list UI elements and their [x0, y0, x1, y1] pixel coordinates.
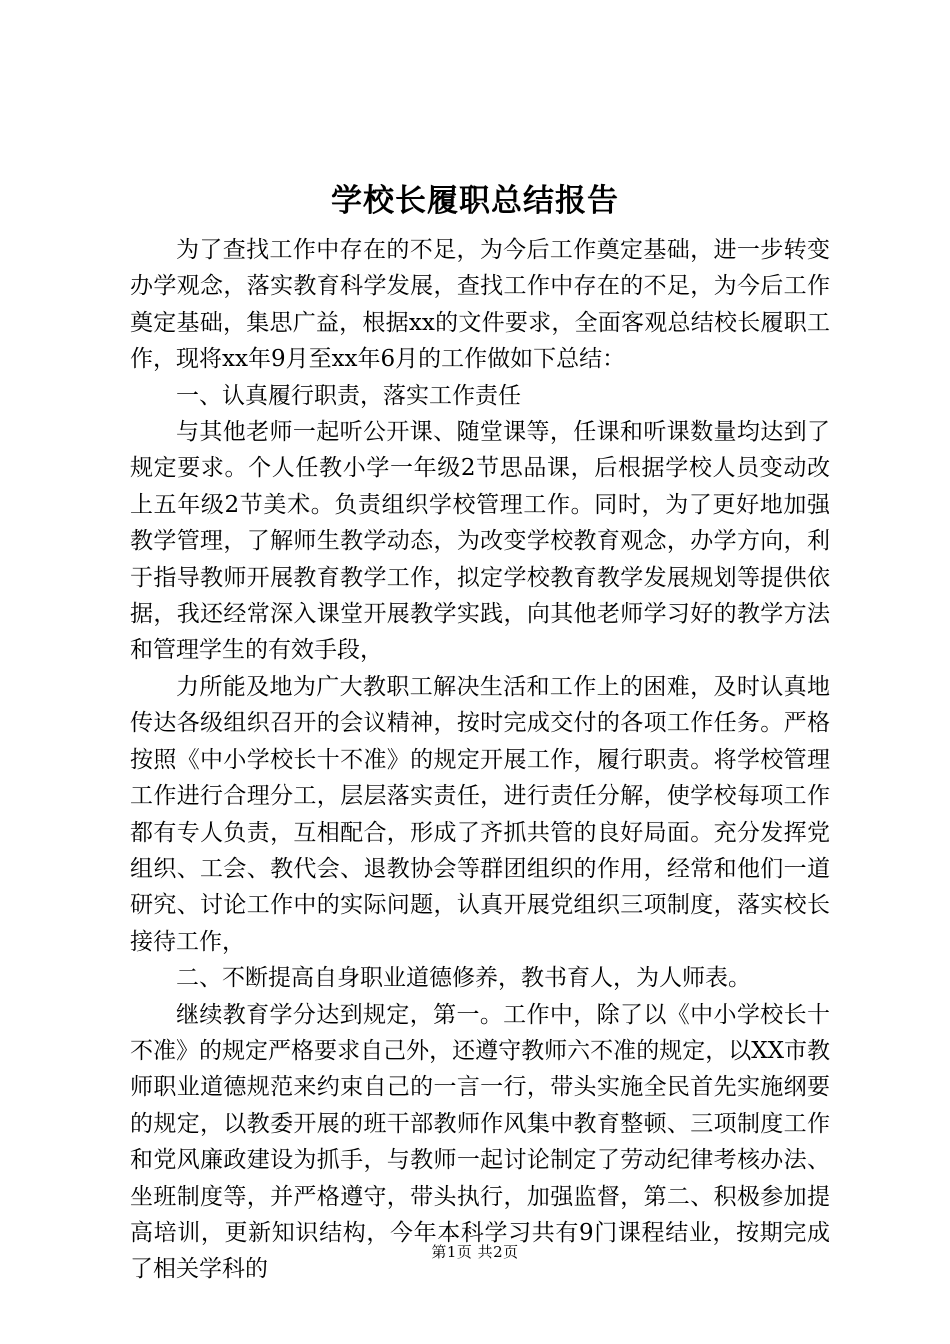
section-heading-2: 二、不断提高自身职业道德修养，教书育人，为人师表。: [176, 965, 751, 992]
document-title: 学校长履职总结报告: [331, 183, 619, 219]
paragraph-intro: 为了查找工作中存在的不足，为今后工作奠定基础，进一步转变办学观念，落实教育科学发展，查找工作中存在的不足，为今后工作奠定基础，集思广益，根据xx的文件要求，全面客观总结校长履职工作，现将xx年9月至xx年6月的工作做如下总结：: [130, 237, 830, 373]
paragraph-teaching: 与其他老师一起听公开课、随堂课等，任课和听课数量均达到了规定要求。个人任教小学一年级2节思品课，后根据学校人员变动改上五年级2节美术。负责组织学校管理工作。同时，为了更好地加强教学管理，了解师生教学动态，为改变学校教育观念，办学方向，利于指导教师开展教育教学工作，拟定学校教育教学发展规划等提供依据，我还经常深入课堂开展教学实践，向其他老师学习好的教学方法和管理学生的有效手段，: [130, 419, 830, 664]
paragraph-ethics: 继续教育学分达到规定，第一。工作中，除了以《中小学校长十不准》的规定严格要求自己外，还遵守教师六不准的规定，以XX市教师职业道德规范来约束自己的一言一行，带头实施全民首先实施纲要的规定，以教委开展的班干部教师作风集中教育整顿、三项制度工作和党风廉政建设为抓手，与教师一起讨论制定了劳动纪律考核办法、坐班制度等，并严格遵守，带头执行，加强监督，第二、积极参加提高培训，更新知识结构，今年本科学习共有9门课程结业，按期完成了相关学科的: [130, 1001, 830, 1283]
section-heading-1: 一、认真履行职责，落实工作责任: [176, 382, 521, 409]
page-number-footer: 第1页 共2页: [431, 1243, 519, 1261]
document-body: [130, 232, 830, 1288]
paragraph-management: 力所能及地为广大教职工解决生活和工作上的困难，及时认真地传达各级组织召开的会议精神，按时完成交付的各项工作任务。严格按照《中小学校长十不准》的规定开展工作，履行职责。将学校管理工作进行合理分工，层层落实责任，进行责任分解，使学校每项工作都有专人负责，互相配合，形成了齐抓共管的良好局面。充分发挥党组织、工会、教代会、退教协会等群团组织的作用，经常和他们一道研究、讨论工作中的实际问题，认真开展党组织三项制度，落实校长接待工作，: [130, 673, 830, 955]
